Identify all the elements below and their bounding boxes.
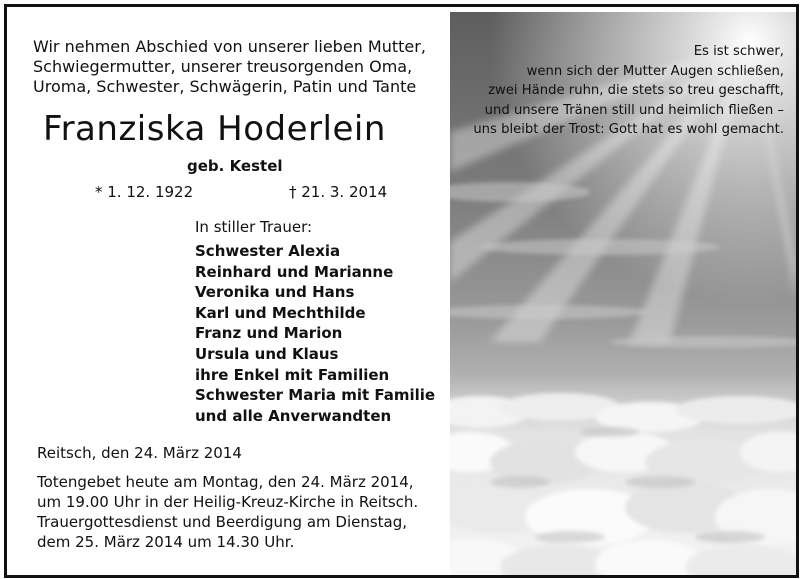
sky-image-panel — [450, 12, 796, 575]
intro-line: Uroma, Schwester, Schwägerin, Patin und Tante — [33, 77, 417, 96]
intro-text — [33, 37, 443, 97]
mourner-name: Veronika und Hans — [195, 283, 355, 302]
intro-line: Schwiegermutter, unserer treusorgenden Oma, — [33, 57, 413, 76]
poem-line: wenn sich der Mutter Augen schließen, — [526, 63, 784, 79]
service-line: Trauergottesdienst und Beerdigung am Dienstag, — [37, 513, 408, 531]
mourner-name: und alle Anverwandten — [195, 406, 392, 425]
service-line: um 19.00 Uhr in der Heilig-Kreuz-Kirche in Reitsch. — [37, 493, 419, 511]
poem-line: zwei Hände ruhn, die stets so treu geschafft, — [488, 83, 784, 98]
service-line: dem 25. März 2014 um 14.30 Uhr. — [37, 533, 295, 551]
mourners-heading: In stiller Trauer: — [195, 218, 313, 236]
mourner-name: Schwester Maria mit Familie — [195, 386, 436, 405]
mourners-list — [195, 241, 435, 426]
poem — [473, 42, 784, 140]
mourner-name: Ursula und Klaus — [195, 344, 339, 363]
service-info — [37, 472, 418, 552]
poem-line: uns bleibt der Trost: Gott hat es wohl gemacht. — [473, 122, 784, 137]
mourner-name: ihre Enkel mit Familien — [195, 365, 390, 384]
mourner-name: Franz und Marion — [195, 324, 343, 343]
mourner-name: Karl und Mechthilde — [195, 303, 366, 322]
birth-name: geb. Kestel — [187, 157, 283, 175]
birth-date: * 1. 12. 1922 — [95, 183, 194, 201]
obituary-frame — [4, 4, 799, 578]
intro-line: Wir nehmen Abschied von unserer lieben Mutter, — [33, 37, 426, 56]
death-date: † 21. 3. 2014 — [289, 183, 388, 201]
poem-line: Es ist schwer, — [693, 44, 784, 59]
mourner-name: Schwester Alexia — [195, 242, 341, 260]
deceased-name: Franziska Hoderlein — [43, 109, 386, 149]
service-line: Totengebet heute am Montag, den 24. März 2014, — [37, 473, 414, 491]
place-date: Reitsch, den 24. März 2014 — [37, 444, 242, 462]
poem-line: und unsere Tränen still und heimlich fließen – — [484, 102, 784, 118]
obituary-text-column — [7, 7, 447, 575]
mourner-name: Reinhard und Marianne — [195, 262, 394, 281]
